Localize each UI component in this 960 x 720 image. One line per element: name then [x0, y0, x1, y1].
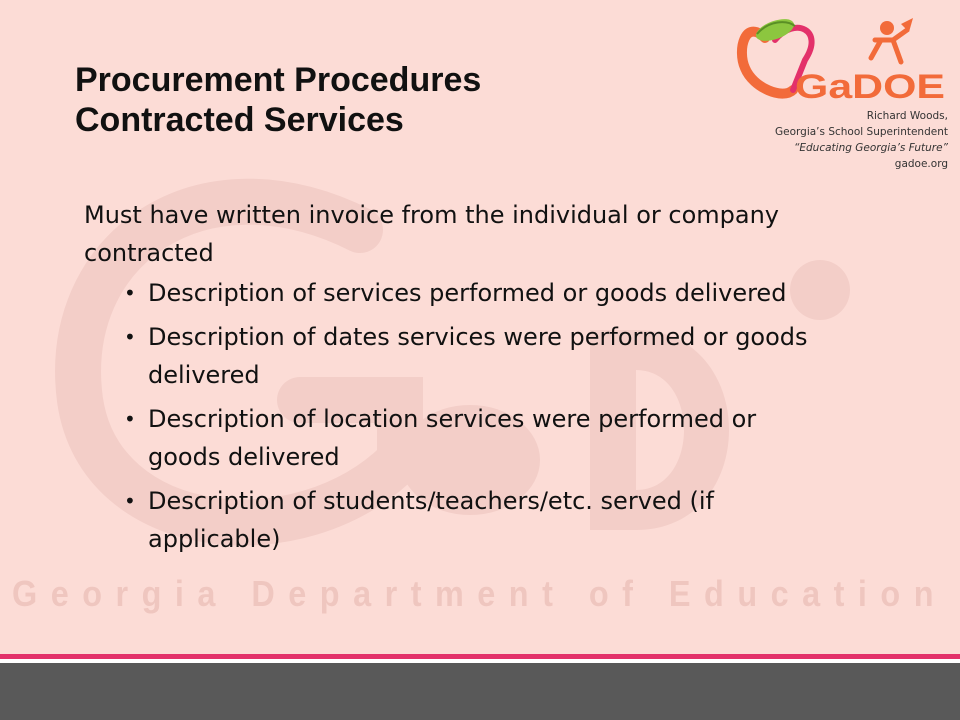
- gadoe-logo: [735, 10, 953, 102]
- bullet-icon: •: [124, 407, 136, 431]
- superintendent-name: Richard Woods,: [866, 110, 948, 122]
- website-text: gadoe.org: [894, 158, 948, 170]
- slide-body: [84, 196, 884, 564]
- bullet-text: Description of location services were performed or goods delivered: [148, 405, 757, 471]
- watermark-text: Georgia Department of Education: [12, 573, 947, 614]
- slide-title: [75, 60, 695, 140]
- bullet-list: [84, 274, 884, 558]
- motto: “Educating Georgia’s Future”: [793, 142, 948, 154]
- bullet-text: Description of dates services were performed or goods delivered: [148, 323, 808, 389]
- bullet-icon: •: [124, 325, 136, 349]
- title-line-1: Procurement Procedures: [75, 61, 482, 99]
- logo-wordmark: GaDOE: [795, 68, 945, 102]
- bullet-item: [84, 274, 808, 312]
- bullet-text: Description of services performed or goods delivered: [148, 279, 787, 307]
- bullet-text: Description of students/teachers/etc. served (if applicable): [148, 487, 715, 553]
- title-line-2: Contracted Services: [75, 101, 404, 139]
- footer-bar: [0, 663, 960, 720]
- bullet-item: [84, 482, 808, 558]
- bullet-icon: •: [124, 489, 136, 513]
- bullet-icon: •: [124, 281, 136, 305]
- superintendent-tagline: [728, 108, 948, 172]
- bullet-item: [84, 318, 808, 394]
- bullet-item: [84, 400, 808, 476]
- superintendent-role: Georgia’s School Superintendent: [775, 126, 948, 138]
- lead-paragraph: Must have written invoice from the individual or company contracted: [84, 201, 779, 267]
